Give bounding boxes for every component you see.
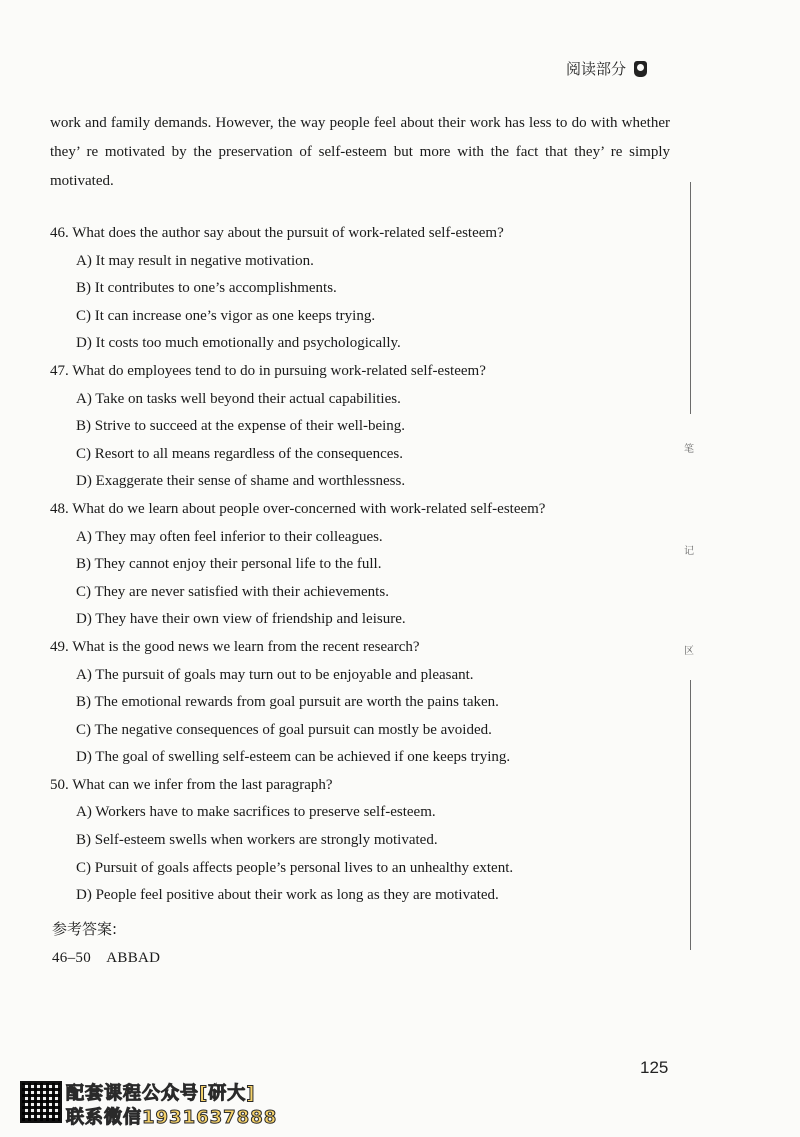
passage-text: work and family demands. However, the way people feel about their work has less to do with whether they’ re motivated by the preservation of self-esteem but more with the fact that they’ re simply motivated. — [50, 115, 670, 189]
book-icon — [634, 61, 647, 77]
option-c: C) It can increase one’s vigor as one keeps trying. — [76, 307, 376, 324]
option-b: B) Self-esteem swells when workers are strongly motivated. — [76, 832, 438, 849]
question-50 — [50, 772, 680, 910]
option-b: B) Strive to succeed at the expense of their well-being. — [76, 418, 406, 435]
option-c: C) Resort to all means regardless of the consequences. — [76, 445, 403, 462]
page-number: 125 — [640, 1058, 669, 1077]
option-c: C) Pursuit of goals affects people’s personal lives to an unhealthy extent. — [76, 859, 514, 876]
question-49 — [50, 634, 680, 772]
answer-key-heading: 参考答案: — [52, 920, 118, 938]
question-stem: 48. What do we learn about people over-concerned with work-related self-esteem? — [50, 500, 546, 517]
margin-note-char: 笔 — [684, 444, 694, 455]
option-d: D) The goal of swelling self-esteem can be achieved if one keeps trying. — [76, 749, 511, 766]
option-b: B) The emotional rewards from goal pursuit are worth the pains taken. — [76, 694, 499, 711]
option-d: D) They have their own view of friendship and leisure. — [76, 611, 406, 628]
option-a: A) Workers have to make sacrifices to preserve self-esteem. — [76, 804, 436, 821]
option-d: D) People feel positive about their work as long as they are motivated. — [76, 887, 499, 904]
option-a: A) It may result in negative motivation. — [76, 252, 314, 269]
question-stem: 46. What does the author say about the pursuit of work-related self-esteem? — [50, 225, 504, 241]
section-header — [566, 58, 647, 79]
question-46 — [50, 220, 680, 358]
promo-line: 配套课程公众号[研大] — [66, 1083, 256, 1104]
option-d: D) It costs too much emotionally and psychologically. — [76, 335, 401, 352]
question-48 — [50, 496, 680, 634]
question-stem: 49. What is the good news we learn from the recent research? — [50, 638, 420, 655]
answer-key: 46–50 ABBAD — [52, 950, 161, 966]
qr-code-icon — [20, 1081, 62, 1123]
margin-divider — [690, 680, 691, 950]
question-47 — [50, 358, 680, 496]
question-list — [50, 220, 680, 910]
margin-divider — [690, 182, 691, 414]
option-b: B) They cannot enjoy their personal life to the full. — [76, 556, 382, 573]
option-c: C) They are never satisfied with their achievements. — [76, 583, 389, 600]
section-title: 阅读部分 — [566, 60, 627, 78]
option-d: D) Exaggerate their sense of shame and worthlessness. — [76, 473, 406, 490]
option-a: A) They may often feel inferior to their colleagues. — [76, 528, 383, 545]
option-a: A) The pursuit of goals may turn out to be enjoyable and pleasant. — [76, 666, 474, 683]
option-a: A) Take on tasks well beyond their actual capabilities. — [76, 390, 401, 407]
option-c: C) The negative consequences of goal pursuit can mostly be avoided. — [76, 721, 492, 738]
margin-note-char: 记 — [684, 546, 694, 557]
margin-note-char: 区 — [684, 646, 694, 657]
promo-line: 联系微信1931637888 — [66, 1107, 278, 1128]
question-stem: 50. What can we infer from the last paragraph? — [50, 776, 333, 793]
question-stem: 47. What do employees tend to do in pursuing work-related self-esteem? — [50, 362, 486, 379]
option-b: B) It contributes to one’s accomplishments. — [76, 280, 337, 297]
